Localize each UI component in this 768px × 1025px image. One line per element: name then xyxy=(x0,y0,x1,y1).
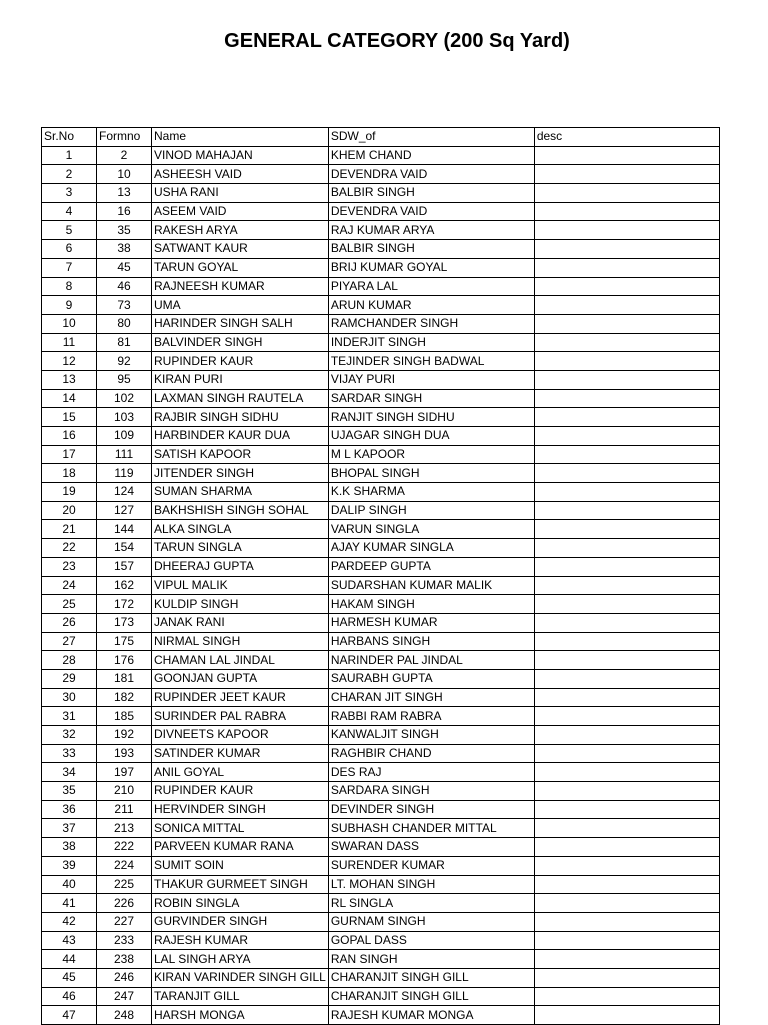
table-row xyxy=(42,539,720,558)
sr-no-cell: 17 xyxy=(42,445,97,464)
desc-cell xyxy=(534,931,719,950)
formno-cell: 157 xyxy=(97,557,152,576)
sdw-of-cell: BALBIR SINGH xyxy=(328,184,534,203)
table-row xyxy=(42,613,720,632)
sdw-of-cell: RABBI RAM RABRA xyxy=(328,707,534,726)
formno-cell: 233 xyxy=(97,931,152,950)
table-row xyxy=(42,557,720,576)
sdw-of-cell: M L KAPOOR xyxy=(328,445,534,464)
sr-no-cell: 47 xyxy=(42,1006,97,1025)
table-row xyxy=(42,445,720,464)
formno-cell: 46 xyxy=(97,277,152,296)
desc-cell xyxy=(534,688,719,707)
sr-no-cell: 16 xyxy=(42,427,97,446)
name-cell: VINOD MAHAJAN xyxy=(152,146,329,165)
sr-no-cell: 13 xyxy=(42,370,97,389)
formno-cell: 225 xyxy=(97,875,152,894)
name-cell: BAKHSHISH SINGH SOHAL xyxy=(152,501,329,520)
name-cell: NIRMAL SINGH xyxy=(152,632,329,651)
sr-no-cell: 25 xyxy=(42,595,97,614)
name-cell: HARINDER SINGH SALH xyxy=(152,314,329,333)
name-cell: HERVINDER SINGH xyxy=(152,800,329,819)
table-row xyxy=(42,221,720,240)
table-row xyxy=(42,240,720,259)
sdw-of-cell: SAURABH GUPTA xyxy=(328,669,534,688)
desc-cell xyxy=(534,314,719,333)
table-row xyxy=(42,427,720,446)
name-cell: SATISH KAPOOR xyxy=(152,445,329,464)
table-row xyxy=(42,894,720,913)
sr-no-cell: 18 xyxy=(42,464,97,483)
header-formno: Formno xyxy=(97,128,152,147)
sdw-of-cell: PIYARA LAL xyxy=(328,277,534,296)
formno-cell: 144 xyxy=(97,520,152,539)
desc-cell xyxy=(534,520,719,539)
sr-no-cell: 20 xyxy=(42,501,97,520)
name-cell: TARUN GOYAL xyxy=(152,258,329,277)
sr-no-cell: 10 xyxy=(42,314,97,333)
name-cell: KULDIP SINGH xyxy=(152,595,329,614)
formno-cell: 102 xyxy=(97,389,152,408)
desc-cell xyxy=(534,651,719,670)
desc-cell xyxy=(534,819,719,838)
table-row xyxy=(42,333,720,352)
table-row xyxy=(42,146,720,165)
sdw-of-cell: CHARANJIT SINGH GILL xyxy=(328,968,534,987)
sdw-of-cell: K.K SHARMA xyxy=(328,483,534,502)
table-row xyxy=(42,931,720,950)
sr-no-cell: 1 xyxy=(42,146,97,165)
name-cell: JITENDER SINGH xyxy=(152,464,329,483)
table-row xyxy=(42,184,720,203)
formno-cell: 175 xyxy=(97,632,152,651)
table-row xyxy=(42,576,720,595)
formno-cell: 227 xyxy=(97,912,152,931)
name-cell: GURVINDER SINGH xyxy=(152,912,329,931)
name-cell: RUPINDER JEET KAUR xyxy=(152,688,329,707)
sr-no-cell: 14 xyxy=(42,389,97,408)
desc-cell xyxy=(534,408,719,427)
formno-cell: 35 xyxy=(97,221,152,240)
name-cell: SUMAN SHARMA xyxy=(152,483,329,502)
desc-cell xyxy=(534,595,719,614)
formno-cell: 193 xyxy=(97,744,152,763)
sr-no-cell: 26 xyxy=(42,613,97,632)
sdw-of-cell: DEVENDRA VAID xyxy=(328,165,534,184)
table-row xyxy=(42,987,720,1006)
desc-cell xyxy=(534,950,719,969)
formno-cell: 154 xyxy=(97,539,152,558)
sdw-of-cell: RAN SINGH xyxy=(328,950,534,969)
sr-no-cell: 44 xyxy=(42,950,97,969)
formno-cell: 103 xyxy=(97,408,152,427)
table-row xyxy=(42,314,720,333)
desc-cell xyxy=(534,894,719,913)
table-row xyxy=(42,763,720,782)
formno-cell: 45 xyxy=(97,258,152,277)
sdw-of-cell: GOPAL DASS xyxy=(328,931,534,950)
formno-cell: 222 xyxy=(97,838,152,857)
name-cell: HARBINDER KAUR DUA xyxy=(152,427,329,446)
name-cell: DHEERAJ GUPTA xyxy=(152,557,329,576)
name-cell: USHA RANI xyxy=(152,184,329,203)
sr-no-cell: 36 xyxy=(42,800,97,819)
table-row xyxy=(42,483,720,502)
table-row xyxy=(42,389,720,408)
desc-cell xyxy=(534,501,719,520)
table-row xyxy=(42,950,720,969)
name-cell: VIPUL MALIK xyxy=(152,576,329,595)
name-cell: RUPINDER KAUR xyxy=(152,352,329,371)
table-row xyxy=(42,595,720,614)
name-cell: CHAMAN LAL JINDAL xyxy=(152,651,329,670)
sr-no-cell: 27 xyxy=(42,632,97,651)
name-cell: SUMIT SOIN xyxy=(152,856,329,875)
formno-cell: 13 xyxy=(97,184,152,203)
name-cell: RAJBIR SINGH SIDHU xyxy=(152,408,329,427)
sr-no-cell: 9 xyxy=(42,296,97,315)
desc-cell xyxy=(534,333,719,352)
formno-cell: 247 xyxy=(97,987,152,1006)
table-row xyxy=(42,875,720,894)
formno-cell: 124 xyxy=(97,483,152,502)
sr-no-cell: 30 xyxy=(42,688,97,707)
name-cell: ROBIN SINGLA xyxy=(152,894,329,913)
sdw-of-cell: GURNAM SINGH xyxy=(328,912,534,931)
name-cell: UMA xyxy=(152,296,329,315)
sr-no-cell: 3 xyxy=(42,184,97,203)
name-cell: RAKESH ARYA xyxy=(152,221,329,240)
name-cell: ALKA SINGLA xyxy=(152,520,329,539)
name-cell: TARANJIT GILL xyxy=(152,987,329,1006)
desc-cell xyxy=(534,726,719,745)
table-row xyxy=(42,258,720,277)
desc-cell xyxy=(534,557,719,576)
sr-no-cell: 28 xyxy=(42,651,97,670)
sr-no-cell: 22 xyxy=(42,539,97,558)
name-cell: ASEEM VAID xyxy=(152,202,329,221)
name-cell: HARSH MONGA xyxy=(152,1006,329,1025)
sr-no-cell: 41 xyxy=(42,894,97,913)
table-row xyxy=(42,856,720,875)
formno-cell: 73 xyxy=(97,296,152,315)
name-cell: LAL SINGH ARYA xyxy=(152,950,329,969)
desc-cell xyxy=(534,800,719,819)
sr-no-cell: 38 xyxy=(42,838,97,857)
desc-cell xyxy=(534,296,719,315)
name-cell: SURINDER PAL RABRA xyxy=(152,707,329,726)
table-row xyxy=(42,352,720,371)
desc-cell xyxy=(534,782,719,801)
desc-cell xyxy=(534,184,719,203)
table-row xyxy=(42,651,720,670)
sr-no-cell: 5 xyxy=(42,221,97,240)
table-row xyxy=(42,707,720,726)
desc-cell xyxy=(534,763,719,782)
name-cell: BALVINDER SINGH xyxy=(152,333,329,352)
formno-cell: 111 xyxy=(97,445,152,464)
sdw-of-cell: BHOPAL SINGH xyxy=(328,464,534,483)
sr-no-cell: 19 xyxy=(42,483,97,502)
formno-cell: 172 xyxy=(97,595,152,614)
name-cell: RUPINDER KAUR xyxy=(152,782,329,801)
header-name: Name xyxy=(152,128,329,147)
table-row xyxy=(42,165,720,184)
table-row xyxy=(42,501,720,520)
sdw-of-cell: DEVENDRA VAID xyxy=(328,202,534,221)
desc-cell xyxy=(534,968,719,987)
sdw-of-cell: HAKAM SINGH xyxy=(328,595,534,614)
sr-no-cell: 35 xyxy=(42,782,97,801)
formno-cell: 238 xyxy=(97,950,152,969)
desc-cell xyxy=(534,539,719,558)
table-row xyxy=(42,800,720,819)
table-row xyxy=(42,408,720,427)
sdw-of-cell: BRIJ KUMAR GOYAL xyxy=(328,258,534,277)
name-cell: ASHEESH VAID xyxy=(152,165,329,184)
desc-cell xyxy=(534,669,719,688)
sr-no-cell: 32 xyxy=(42,726,97,745)
formno-cell: 182 xyxy=(97,688,152,707)
page-title: GENERAL CATEGORY (200 Sq Yard) xyxy=(224,30,570,52)
desc-cell xyxy=(534,576,719,595)
desc-cell xyxy=(534,875,719,894)
sr-no-cell: 8 xyxy=(42,277,97,296)
desc-cell xyxy=(534,445,719,464)
table-row xyxy=(42,202,720,221)
name-cell: TARUN SINGLA xyxy=(152,539,329,558)
name-cell: RAJNEESH KUMAR xyxy=(152,277,329,296)
sr-no-cell: 33 xyxy=(42,744,97,763)
sr-no-cell: 21 xyxy=(42,520,97,539)
header-sr-no: Sr.No xyxy=(42,128,97,147)
sdw-of-cell: RAGHBIR CHAND xyxy=(328,744,534,763)
desc-cell xyxy=(534,277,719,296)
sr-no-cell: 23 xyxy=(42,557,97,576)
sdw-of-cell: NARINDER PAL JINDAL xyxy=(328,651,534,670)
formno-cell: 248 xyxy=(97,1006,152,1025)
name-cell: SATINDER KUMAR xyxy=(152,744,329,763)
table-row xyxy=(42,819,720,838)
desc-cell xyxy=(534,464,719,483)
sr-no-cell: 43 xyxy=(42,931,97,950)
sdw-of-cell: SURENDER KUMAR xyxy=(328,856,534,875)
name-cell: DIVNEETS KAPOOR xyxy=(152,726,329,745)
table-row xyxy=(42,669,720,688)
sdw-of-cell: INDERJIT SINGH xyxy=(328,333,534,352)
table-row xyxy=(42,838,720,857)
sdw-of-cell: RAJ KUMAR ARYA xyxy=(328,221,534,240)
sdw-of-cell: RAMCHANDER SINGH xyxy=(328,314,534,333)
sr-no-cell: 45 xyxy=(42,968,97,987)
desc-cell xyxy=(534,838,719,857)
table-row xyxy=(42,1006,720,1025)
sr-no-cell: 46 xyxy=(42,987,97,1006)
formno-cell: 185 xyxy=(97,707,152,726)
sr-no-cell: 31 xyxy=(42,707,97,726)
formno-cell: 16 xyxy=(97,202,152,221)
formno-cell: 80 xyxy=(97,314,152,333)
sr-no-cell: 34 xyxy=(42,763,97,782)
header-desc: desc xyxy=(534,128,719,147)
table-row xyxy=(42,296,720,315)
sdw-of-cell: BALBIR SINGH xyxy=(328,240,534,259)
table-row xyxy=(42,744,720,763)
name-cell: KIRAN VARINDER SINGH GILL xyxy=(152,968,329,987)
sdw-of-cell: CHARANJIT SINGH GILL xyxy=(328,987,534,1006)
sdw-of-cell: SWARAN DASS xyxy=(328,838,534,857)
formno-cell: 38 xyxy=(97,240,152,259)
sdw-of-cell: SUBHASH CHANDER MITTAL xyxy=(328,819,534,838)
sdw-of-cell: CHARAN JIT SINGH xyxy=(328,688,534,707)
sr-no-cell: 40 xyxy=(42,875,97,894)
desc-cell xyxy=(534,613,719,632)
sdw-of-cell: DALIP SINGH xyxy=(328,501,534,520)
name-cell: SATWANT KAUR xyxy=(152,240,329,259)
desc-cell xyxy=(534,165,719,184)
table-row xyxy=(42,464,720,483)
sr-no-cell: 15 xyxy=(42,408,97,427)
table-row xyxy=(42,726,720,745)
formno-cell: 211 xyxy=(97,800,152,819)
desc-cell xyxy=(534,707,719,726)
sdw-of-cell: HARMESH KUMAR xyxy=(328,613,534,632)
formno-cell: 162 xyxy=(97,576,152,595)
formno-cell: 192 xyxy=(97,726,152,745)
sr-no-cell: 2 xyxy=(42,165,97,184)
sdw-of-cell: LT. MOHAN SINGH xyxy=(328,875,534,894)
formno-cell: 246 xyxy=(97,968,152,987)
applicant-table xyxy=(41,127,720,1025)
sdw-of-cell: PARDEEP GUPTA xyxy=(328,557,534,576)
sr-no-cell: 4 xyxy=(42,202,97,221)
sdw-of-cell: DES RAJ xyxy=(328,763,534,782)
formno-cell: 181 xyxy=(97,669,152,688)
sr-no-cell: 11 xyxy=(42,333,97,352)
formno-cell: 127 xyxy=(97,501,152,520)
formno-cell: 10 xyxy=(97,165,152,184)
desc-cell xyxy=(534,146,719,165)
formno-cell: 2 xyxy=(97,146,152,165)
name-cell: JANAK RANI xyxy=(152,613,329,632)
desc-cell xyxy=(534,389,719,408)
sdw-of-cell: SUDARSHAN KUMAR MALIK xyxy=(328,576,534,595)
desc-cell xyxy=(534,744,719,763)
formno-cell: 81 xyxy=(97,333,152,352)
desc-cell xyxy=(534,483,719,502)
table-row xyxy=(42,912,720,931)
sdw-of-cell: RANJIT SINGH SIDHU xyxy=(328,408,534,427)
desc-cell xyxy=(534,240,719,259)
sdw-of-cell: TEJINDER SINGH BADWAL xyxy=(328,352,534,371)
sr-no-cell: 29 xyxy=(42,669,97,688)
name-cell: RAJESH KUMAR xyxy=(152,931,329,950)
sdw-of-cell: ARUN KUMAR xyxy=(328,296,534,315)
desc-cell xyxy=(534,221,719,240)
name-cell: THAKUR GURMEET SINGH xyxy=(152,875,329,894)
desc-cell xyxy=(534,987,719,1006)
sdw-of-cell: UJAGAR SINGH DUA xyxy=(328,427,534,446)
sr-no-cell: 37 xyxy=(42,819,97,838)
name-cell: SONICA MITTAL xyxy=(152,819,329,838)
sr-no-cell: 12 xyxy=(42,352,97,371)
name-cell: GOONJAN GUPTA xyxy=(152,669,329,688)
sdw-of-cell: SARDAR SINGH xyxy=(328,389,534,408)
desc-cell xyxy=(534,427,719,446)
table-row xyxy=(42,370,720,389)
table-row xyxy=(42,632,720,651)
desc-cell xyxy=(534,202,719,221)
desc-cell xyxy=(534,632,719,651)
formno-cell: 109 xyxy=(97,427,152,446)
formno-cell: 92 xyxy=(97,352,152,371)
formno-cell: 210 xyxy=(97,782,152,801)
sr-no-cell: 24 xyxy=(42,576,97,595)
sr-no-cell: 42 xyxy=(42,912,97,931)
sdw-of-cell: KHEM CHAND xyxy=(328,146,534,165)
sr-no-cell: 6 xyxy=(42,240,97,259)
sdw-of-cell: RL SINGLA xyxy=(328,894,534,913)
table-header-row xyxy=(42,128,720,147)
sr-no-cell: 39 xyxy=(42,856,97,875)
desc-cell xyxy=(534,912,719,931)
sdw-of-cell: KANWALJIT SINGH xyxy=(328,726,534,745)
table-row xyxy=(42,520,720,539)
sdw-of-cell: VIJAY PURI xyxy=(328,370,534,389)
sdw-of-cell: RAJESH KUMAR MONGA xyxy=(328,1006,534,1025)
sdw-of-cell: DEVINDER SINGH xyxy=(328,800,534,819)
header-sdw-of: SDW_of xyxy=(328,128,534,147)
formno-cell: 173 xyxy=(97,613,152,632)
formno-cell: 197 xyxy=(97,763,152,782)
sr-no-cell: 7 xyxy=(42,258,97,277)
desc-cell xyxy=(534,1006,719,1025)
formno-cell: 176 xyxy=(97,651,152,670)
sdw-of-cell: HARBANS SINGH xyxy=(328,632,534,651)
sdw-of-cell: AJAY KUMAR SINGLA xyxy=(328,539,534,558)
name-cell: ANIL GOYAL xyxy=(152,763,329,782)
name-cell: LAXMAN SINGH RAUTELA xyxy=(152,389,329,408)
sdw-of-cell: VARUN SINGLA xyxy=(328,520,534,539)
table-row xyxy=(42,968,720,987)
table-row xyxy=(42,688,720,707)
formno-cell: 224 xyxy=(97,856,152,875)
desc-cell xyxy=(534,370,719,389)
sdw-of-cell: SARDARA SINGH xyxy=(328,782,534,801)
table-row xyxy=(42,277,720,296)
formno-cell: 95 xyxy=(97,370,152,389)
name-cell: PARVEEN KUMAR RANA xyxy=(152,838,329,857)
formno-cell: 119 xyxy=(97,464,152,483)
desc-cell xyxy=(534,352,719,371)
formno-cell: 213 xyxy=(97,819,152,838)
desc-cell xyxy=(534,258,719,277)
desc-cell xyxy=(534,856,719,875)
formno-cell: 226 xyxy=(97,894,152,913)
name-cell: KIRAN PURI xyxy=(152,370,329,389)
table-row xyxy=(42,782,720,801)
